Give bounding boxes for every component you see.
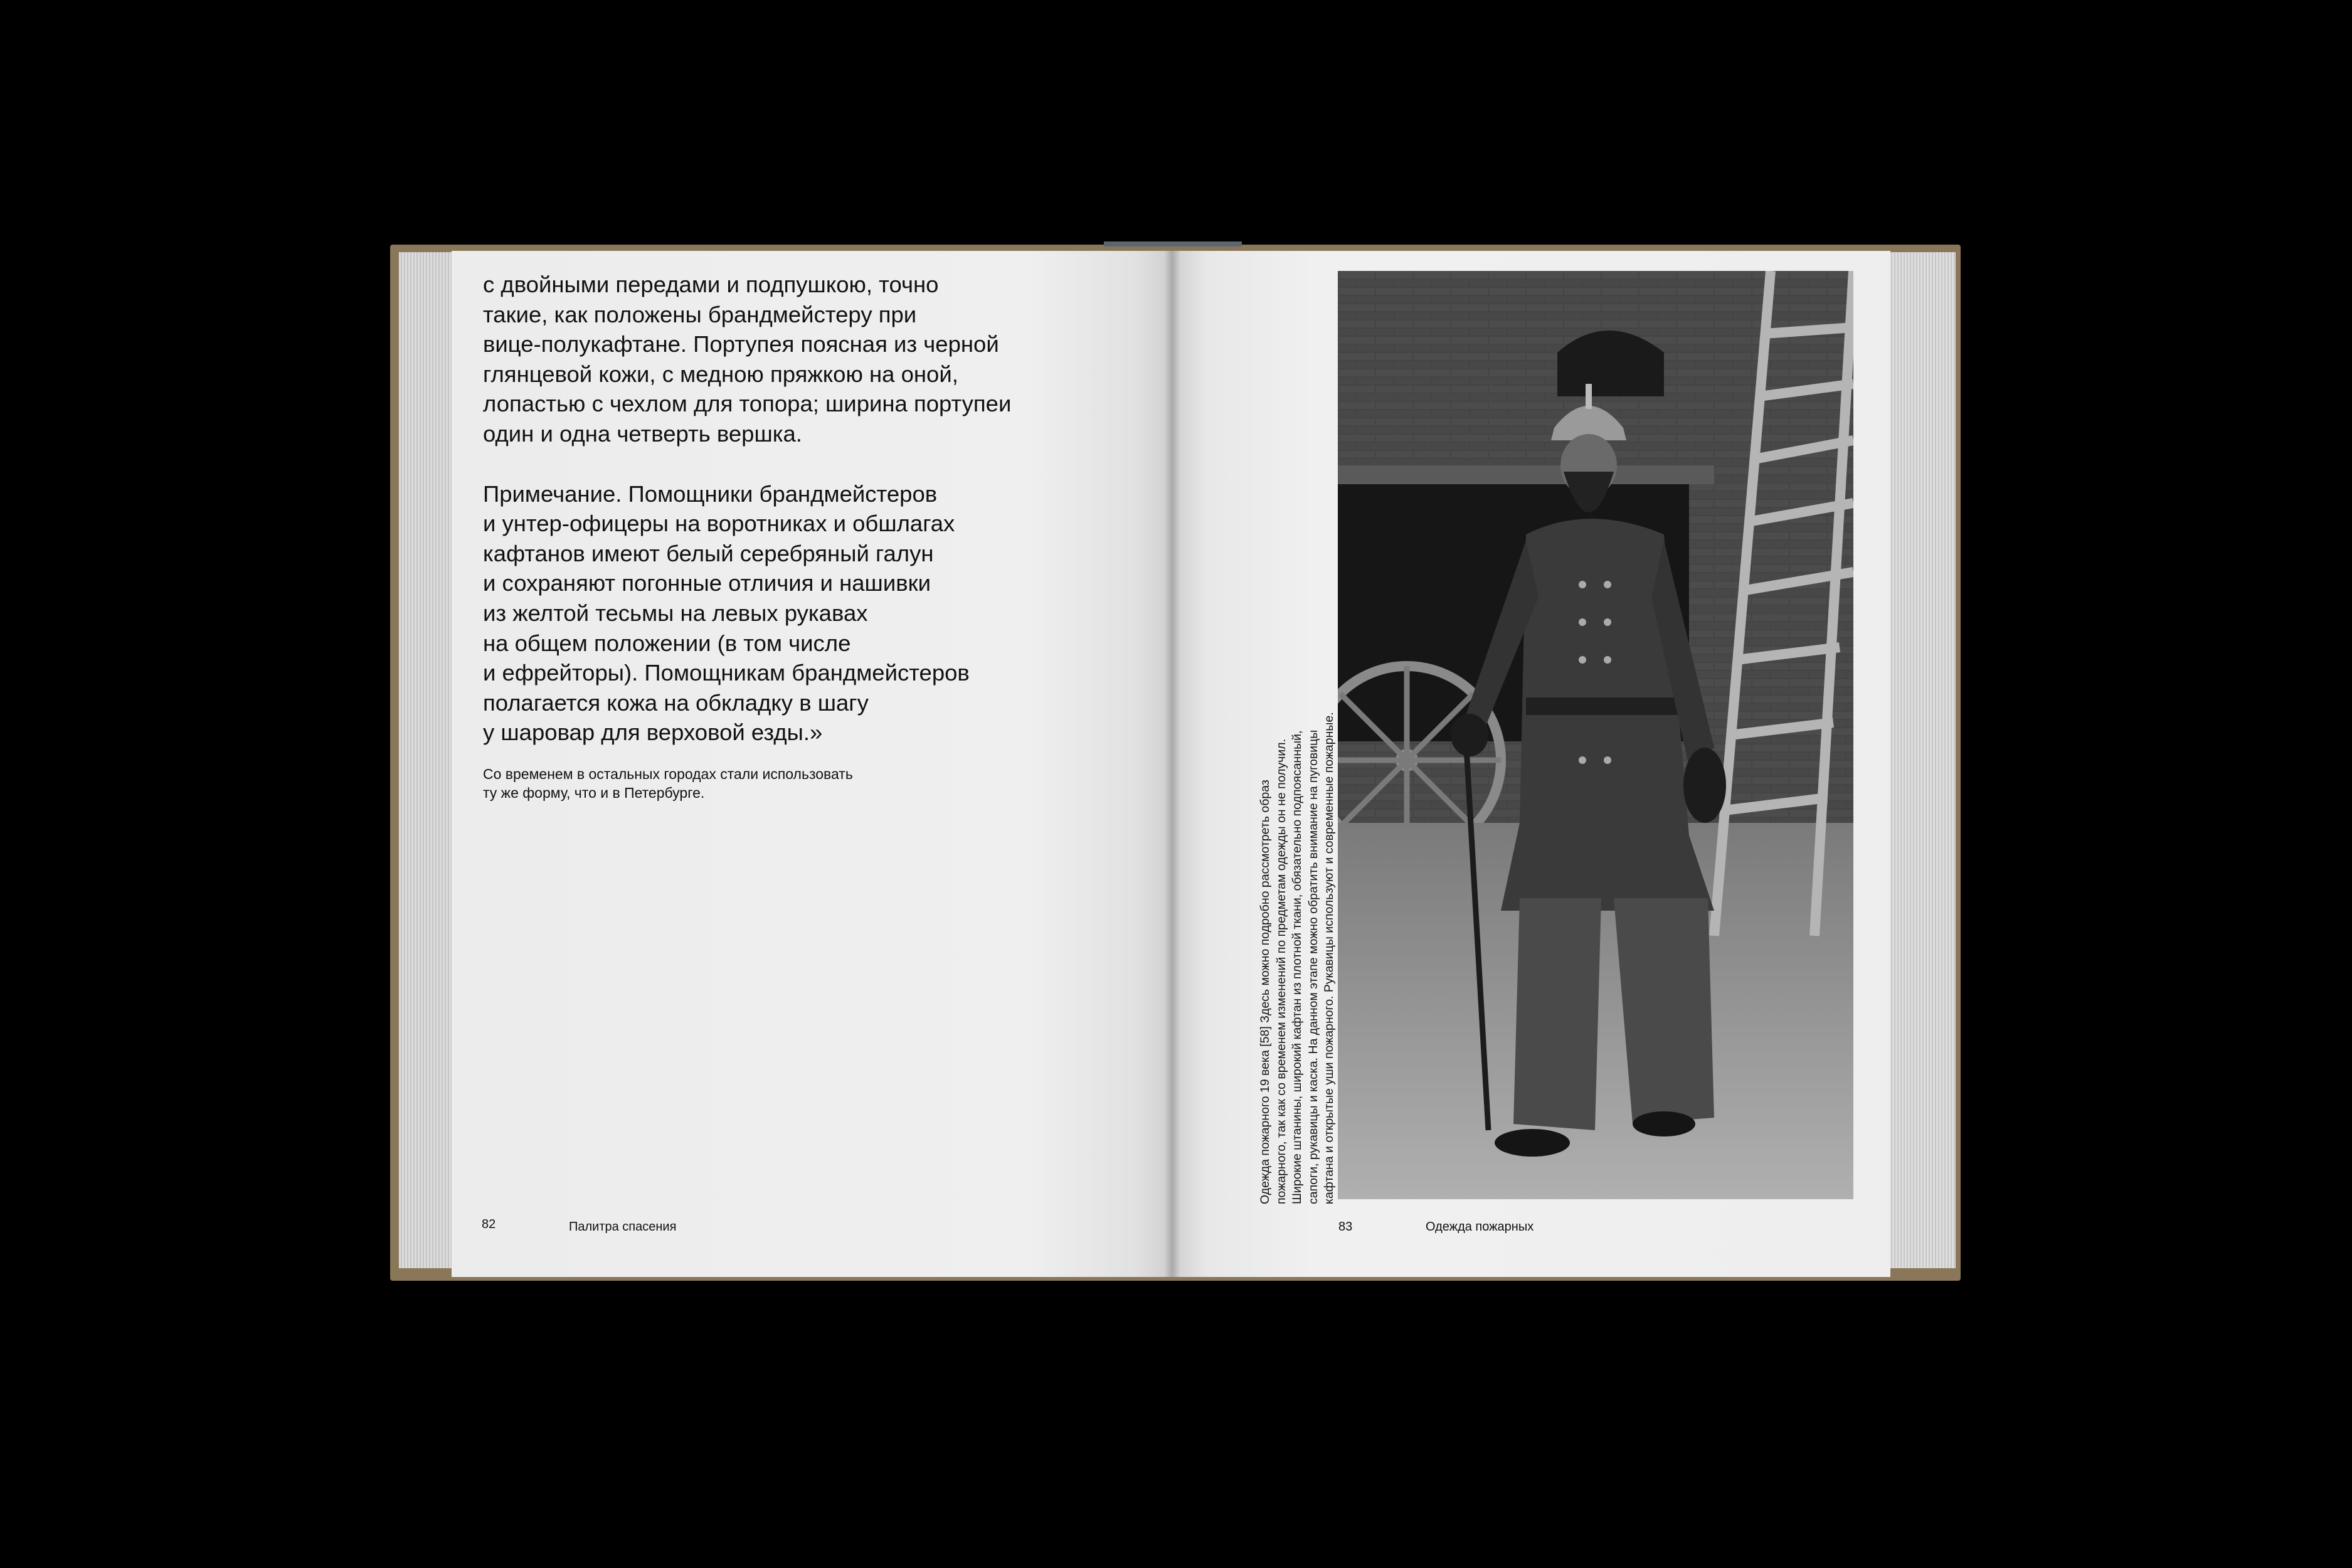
left-page-stack [399, 252, 452, 1268]
page-number-left: 82 [482, 1217, 496, 1231]
left-small-text [483, 765, 985, 802]
note-line: и унтер-офицеры на воротниках и обшлагах [483, 511, 955, 537]
caption-line: кафтана и открытые уши пожарного. Рукавицы используют и современные пожарные. [1322, 712, 1336, 1204]
book-gutter [1164, 251, 1180, 1277]
right-page-stack [1888, 252, 1956, 1268]
note-line: на общем положении (в том числе [483, 630, 851, 656]
note-line: у шаровар для верховой езды.» [483, 719, 823, 746]
running-title-left: Палитра спасения [569, 1220, 677, 1234]
body-line: один и одна четверть вершка. [483, 420, 802, 447]
note-line: из желтой тесьмы на левых рукавах [483, 600, 868, 626]
note-line: Примечание. Помощники брандмейстеров [483, 480, 938, 507]
caption-line: Одежда пожарного 19 века [58] Здесь можно подробно рассмотреть образ [1258, 780, 1272, 1204]
historic-firefighter-photo [1338, 271, 1853, 1199]
running-title-right: Одежда пожарных [1426, 1220, 1534, 1234]
note-line: и сохраняют погонные отличия и нашивки [483, 570, 931, 596]
body-line: вице-полукафтане. Портупея поясная из черной [483, 331, 999, 358]
caption-line: Широкие штанины, широкий кафтан из плотной ткани, обязательно подпоясанный, [1290, 730, 1304, 1204]
caption-line: сапоги, рукавицы и каска. На данном этапе можно обратить внимание на пуговицы [1306, 729, 1320, 1204]
body-line: с двойными передами и подпушкою, точно [483, 272, 939, 297]
body-line: лопастью с чехлом для топора; ширина портупеи [483, 391, 1012, 417]
note-line: полагается кожа на обкладку в шагу [483, 689, 869, 716]
page-number-right: 83 [1338, 1220, 1353, 1234]
small-line: ту же форму, что и в Петербурге. [483, 785, 705, 801]
headband [1104, 241, 1242, 246]
body-line: такие, как положены брандмейстеру при [483, 301, 917, 327]
small-line: Со временем в остальных городах стали использовать [483, 766, 853, 782]
note-line: кафтанов имеют белый серебряный галун [483, 540, 934, 566]
note-line: и ефрейторы). Помощникам брандмейстеров [483, 660, 970, 686]
body-line: глянцевой кожи, с медною пряжкою на оной, [483, 361, 958, 387]
left-body-text [483, 270, 1047, 748]
paragraph-gap [483, 449, 1047, 479]
photo-caption [1258, 652, 1338, 1204]
caption-line: пожарного, так как со временем изменений по предметам одежды он не получил. [1274, 738, 1288, 1204]
